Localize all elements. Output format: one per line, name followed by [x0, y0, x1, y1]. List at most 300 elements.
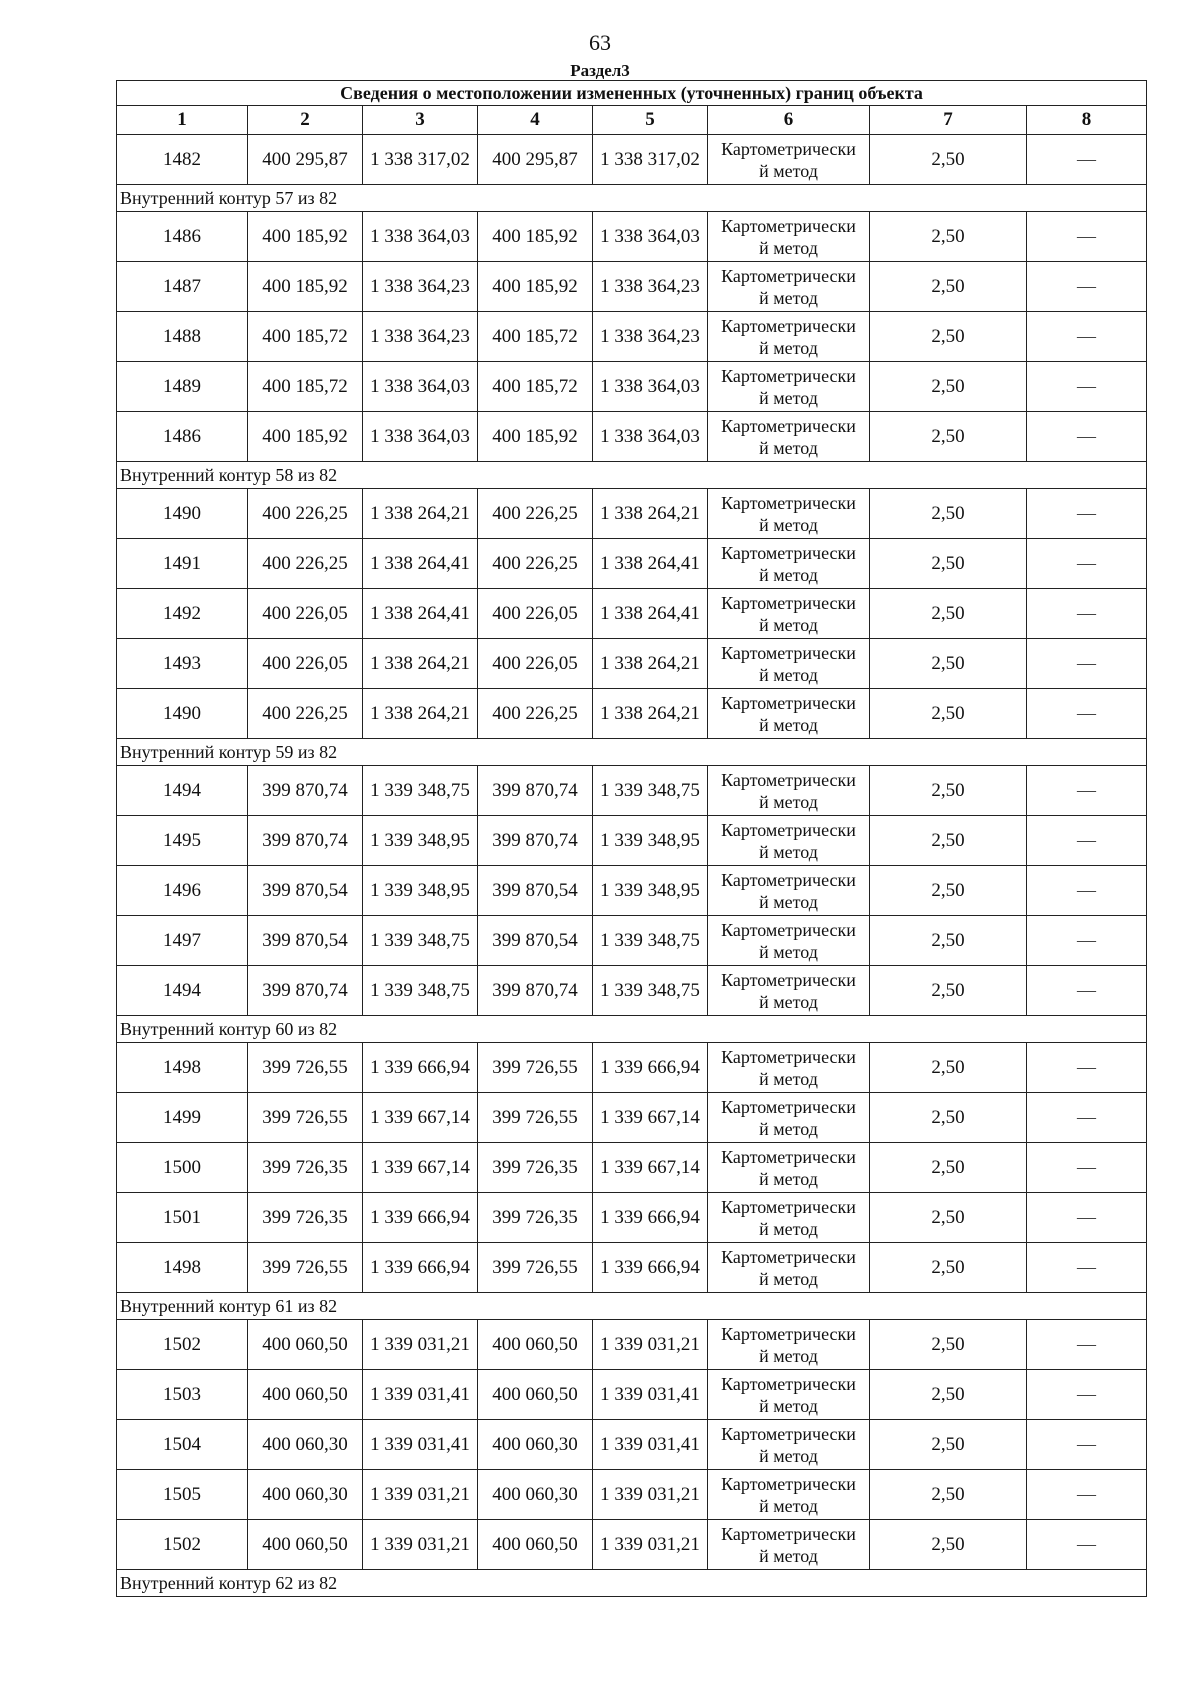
- coord-y-old-cell: 1 338 364,23: [363, 262, 478, 312]
- coord-x-new-cell: 400 060,30: [478, 1420, 593, 1470]
- method-cell: [708, 539, 870, 589]
- contour-label: Внутренний контур 58 из 82: [117, 462, 1147, 489]
- coord-y-new-cell: 1 338 317,02: [593, 135, 708, 185]
- method-line-2: й метод: [759, 1395, 818, 1416]
- coord-x-old-cell: 399 870,74: [248, 766, 363, 816]
- coord-x-old-cell: 399 726,55: [248, 1093, 363, 1143]
- coord-x-old-cell: 400 226,25: [248, 489, 363, 539]
- point-id-cell: 1494: [117, 766, 248, 816]
- method-line-2: й метод: [759, 1495, 818, 1516]
- method-line-2: й метод: [759, 1168, 818, 1189]
- coord-x-old-cell: 400 185,72: [248, 312, 363, 362]
- coord-x-new-cell: 400 226,05: [478, 639, 593, 689]
- accuracy-cell: 2,50: [870, 1243, 1027, 1293]
- column-number: 6: [708, 106, 870, 135]
- table-row: [117, 766, 1147, 816]
- coord-y-new-cell: 1 339 031,21: [593, 1470, 708, 1520]
- method-line-1: Картометрически: [721, 1423, 856, 1444]
- table-row: [117, 312, 1147, 362]
- coord-x-new-cell: 399 726,35: [478, 1143, 593, 1193]
- table-row: [117, 1470, 1147, 1520]
- table-row: [117, 1520, 1147, 1570]
- coord-x-old-cell: 400 060,50: [248, 1520, 363, 1570]
- point-id-cell: 1487: [117, 262, 248, 312]
- method-line-1: Картометрически: [721, 969, 856, 990]
- method-line-2: й метод: [759, 437, 818, 458]
- point-id-cell: 1498: [117, 1243, 248, 1293]
- contour-row: [117, 1570, 1147, 1597]
- coord-x-old-cell: 399 870,74: [248, 816, 363, 866]
- coord-x-new-cell: 400 226,25: [478, 539, 593, 589]
- point-id-cell: 1490: [117, 689, 248, 739]
- coord-y-old-cell: 1 339 348,75: [363, 916, 478, 966]
- table-row: [117, 1043, 1147, 1093]
- description-cell: —: [1027, 639, 1147, 689]
- table-row: [117, 689, 1147, 739]
- method-cell: [708, 1043, 870, 1093]
- description-cell: —: [1027, 689, 1147, 739]
- coord-y-new-cell: 1 338 264,21: [593, 689, 708, 739]
- description-cell: —: [1027, 1143, 1147, 1193]
- method-line-1: Картометрически: [721, 1096, 856, 1117]
- coord-x-old-cell: 400 226,05: [248, 589, 363, 639]
- description-cell: —: [1027, 589, 1147, 639]
- method-line-1: Картометрически: [721, 1373, 856, 1394]
- table-row: [117, 816, 1147, 866]
- table-row: [117, 639, 1147, 689]
- accuracy-cell: 2,50: [870, 212, 1027, 262]
- method-line-1: Картометрически: [721, 692, 856, 713]
- method-line-1: Картометрически: [721, 1046, 856, 1067]
- contour-row: [117, 185, 1147, 212]
- coord-y-new-cell: 1 338 264,21: [593, 489, 708, 539]
- description-cell: —: [1027, 866, 1147, 916]
- point-id-cell: 1496: [117, 866, 248, 916]
- point-id-cell: 1488: [117, 312, 248, 362]
- method-line-1: Картометрически: [721, 819, 856, 840]
- description-cell: —: [1027, 262, 1147, 312]
- contour-label: Внутренний контур 62 из 82: [117, 1570, 1147, 1597]
- accuracy-cell: 2,50: [870, 489, 1027, 539]
- description-cell: —: [1027, 135, 1147, 185]
- accuracy-cell: 2,50: [870, 1520, 1027, 1570]
- method-line-1: Картометрически: [721, 1473, 856, 1494]
- method-line-1: Картометрически: [721, 642, 856, 663]
- column-number: 2: [248, 106, 363, 135]
- point-id-cell: 1491: [117, 539, 248, 589]
- table-row: [117, 412, 1147, 462]
- table-row: [117, 1093, 1147, 1143]
- point-id-cell: 1504: [117, 1420, 248, 1470]
- description-cell: —: [1027, 489, 1147, 539]
- accuracy-cell: 2,50: [870, 1093, 1027, 1143]
- description-cell: —: [1027, 1520, 1147, 1570]
- coord-x-new-cell: 400 295,87: [478, 135, 593, 185]
- coord-y-old-cell: 1 338 364,03: [363, 212, 478, 262]
- method-line-2: й метод: [759, 237, 818, 258]
- column-number: 1: [117, 106, 248, 135]
- table-row: [117, 489, 1147, 539]
- method-cell: [708, 212, 870, 262]
- table-row: [117, 362, 1147, 412]
- table-row: [117, 1143, 1147, 1193]
- method-line-2: й метод: [759, 614, 818, 635]
- description-cell: —: [1027, 1243, 1147, 1293]
- coord-x-old-cell: 399 870,54: [248, 916, 363, 966]
- table-row: [117, 262, 1147, 312]
- coord-y-new-cell: 1 339 031,21: [593, 1320, 708, 1370]
- coord-x-new-cell: 400 185,92: [478, 212, 593, 262]
- coord-x-old-cell: 399 870,74: [248, 966, 363, 1016]
- coord-y-old-cell: 1 339 348,95: [363, 866, 478, 916]
- coord-y-old-cell: 1 338 317,02: [363, 135, 478, 185]
- method-line-2: й метод: [759, 514, 818, 535]
- coord-y-old-cell: 1 338 264,41: [363, 539, 478, 589]
- coord-y-old-cell: 1 339 667,14: [363, 1093, 478, 1143]
- coord-x-new-cell: 400 185,92: [478, 262, 593, 312]
- point-id-cell: 1501: [117, 1193, 248, 1243]
- coord-y-new-cell: 1 339 031,21: [593, 1520, 708, 1570]
- coord-y-old-cell: 1 339 348,75: [363, 766, 478, 816]
- accuracy-cell: 2,50: [870, 766, 1027, 816]
- method-line-1: Картометрически: [721, 138, 856, 159]
- coord-x-new-cell: 399 726,35: [478, 1193, 593, 1243]
- table-row: [117, 539, 1147, 589]
- coord-y-new-cell: 1 338 264,41: [593, 589, 708, 639]
- coord-x-old-cell: 399 726,55: [248, 1043, 363, 1093]
- method-line-2: й метод: [759, 891, 818, 912]
- contour-label: Внутренний контур 57 из 82: [117, 185, 1147, 212]
- accuracy-cell: 2,50: [870, 966, 1027, 1016]
- accuracy-cell: 2,50: [870, 1320, 1027, 1370]
- coord-x-new-cell: 399 870,54: [478, 866, 593, 916]
- coord-x-old-cell: 400 185,92: [248, 412, 363, 462]
- coord-x-new-cell: 399 870,54: [478, 916, 593, 966]
- contour-label: Внутренний контур 59 из 82: [117, 739, 1147, 766]
- coord-y-old-cell: 1 339 031,21: [363, 1470, 478, 1520]
- coord-x-old-cell: 399 870,54: [248, 866, 363, 916]
- coord-y-old-cell: 1 339 667,14: [363, 1143, 478, 1193]
- method-line-1: Картометрически: [721, 1323, 856, 1344]
- point-id-cell: 1505: [117, 1470, 248, 1520]
- table-row: [117, 1320, 1147, 1370]
- coord-x-old-cell: 400 060,30: [248, 1470, 363, 1520]
- coord-y-new-cell: 1 339 667,14: [593, 1143, 708, 1193]
- method-line-2: й метод: [759, 991, 818, 1012]
- coord-y-old-cell: 1 339 666,94: [363, 1243, 478, 1293]
- method-line-2: й метод: [759, 337, 818, 358]
- table-body: [117, 81, 1147, 1597]
- coord-x-new-cell: 400 185,92: [478, 412, 593, 462]
- coord-x-old-cell: 400 226,05: [248, 639, 363, 689]
- method-cell: [708, 966, 870, 1016]
- point-id-cell: 1502: [117, 1520, 248, 1570]
- coord-y-new-cell: 1 338 364,23: [593, 262, 708, 312]
- column-number: 3: [363, 106, 478, 135]
- description-cell: —: [1027, 539, 1147, 589]
- point-id-cell: 1482: [117, 135, 248, 185]
- table-row: [117, 212, 1147, 262]
- coord-y-old-cell: 1 338 264,21: [363, 689, 478, 739]
- accuracy-cell: 2,50: [870, 916, 1027, 966]
- description-cell: —: [1027, 1370, 1147, 1420]
- point-id-cell: 1486: [117, 412, 248, 462]
- coord-y-old-cell: 1 339 666,94: [363, 1043, 478, 1093]
- point-id-cell: 1492: [117, 589, 248, 639]
- method-cell: [708, 312, 870, 362]
- method-cell: [708, 916, 870, 966]
- method-cell: [708, 1143, 870, 1193]
- column-number: 7: [870, 106, 1027, 135]
- point-id-cell: 1489: [117, 362, 248, 412]
- method-line-2: й метод: [759, 841, 818, 862]
- method-cell: [708, 1370, 870, 1420]
- accuracy-cell: 2,50: [870, 412, 1027, 462]
- method-cell: [708, 589, 870, 639]
- coord-x-new-cell: 400 185,72: [478, 312, 593, 362]
- coord-y-new-cell: 1 339 666,94: [593, 1043, 708, 1093]
- method-cell: [708, 689, 870, 739]
- page-number: 63: [589, 30, 611, 55]
- method-line-2: й метод: [759, 160, 818, 181]
- coord-x-old-cell: 399 726,35: [248, 1143, 363, 1193]
- coord-y-new-cell: 1 338 264,21: [593, 639, 708, 689]
- accuracy-cell: 2,50: [870, 689, 1027, 739]
- accuracy-cell: 2,50: [870, 539, 1027, 589]
- description-cell: —: [1027, 1470, 1147, 1520]
- coord-x-new-cell: 400 060,50: [478, 1370, 593, 1420]
- method-line-2: й метод: [759, 564, 818, 585]
- coord-y-new-cell: 1 339 666,94: [593, 1193, 708, 1243]
- description-cell: —: [1027, 916, 1147, 966]
- coord-y-new-cell: 1 338 364,03: [593, 412, 708, 462]
- method-line-1: Картометрически: [721, 1246, 856, 1267]
- method-cell: [708, 489, 870, 539]
- coord-x-new-cell: 400 226,25: [478, 689, 593, 739]
- table-row: [117, 135, 1147, 185]
- coord-y-old-cell: 1 338 264,21: [363, 489, 478, 539]
- description-cell: —: [1027, 312, 1147, 362]
- method-line-1: Картометрически: [721, 592, 856, 613]
- coord-y-new-cell: 1 339 348,75: [593, 766, 708, 816]
- coord-y-old-cell: 1 338 364,03: [363, 362, 478, 412]
- coord-y-new-cell: 1 339 031,41: [593, 1370, 708, 1420]
- description-cell: —: [1027, 1043, 1147, 1093]
- table-row: [117, 866, 1147, 916]
- method-cell: [708, 1420, 870, 1470]
- method-line-2: й метод: [759, 941, 818, 962]
- description-cell: —: [1027, 816, 1147, 866]
- boundary-coordinates-table: [116, 80, 1147, 1597]
- method-line-1: Картометрически: [721, 415, 856, 436]
- accuracy-cell: 2,50: [870, 816, 1027, 866]
- coord-x-old-cell: 400 185,92: [248, 262, 363, 312]
- table-row: [117, 589, 1147, 639]
- accuracy-cell: 2,50: [870, 312, 1027, 362]
- coord-y-old-cell: 1 339 348,95: [363, 816, 478, 866]
- coord-y-new-cell: 1 339 666,94: [593, 1243, 708, 1293]
- point-id-cell: 1493: [117, 639, 248, 689]
- method-line-2: й метод: [759, 791, 818, 812]
- table-row: [117, 1193, 1147, 1243]
- method-line-2: й метод: [759, 1118, 818, 1139]
- coord-x-new-cell: 400 185,72: [478, 362, 593, 412]
- description-cell: —: [1027, 966, 1147, 1016]
- coord-y-old-cell: 1 338 264,21: [363, 639, 478, 689]
- coord-x-old-cell: 400 060,50: [248, 1320, 363, 1370]
- point-id-cell: 1503: [117, 1370, 248, 1420]
- point-id-cell: 1500: [117, 1143, 248, 1193]
- accuracy-cell: 2,50: [870, 589, 1027, 639]
- point-id-cell: 1494: [117, 966, 248, 1016]
- coord-x-new-cell: 399 726,55: [478, 1093, 593, 1143]
- description-cell: —: [1027, 766, 1147, 816]
- method-line-1: Картометрически: [721, 265, 856, 286]
- point-id-cell: 1502: [117, 1320, 248, 1370]
- coord-y-new-cell: 1 338 364,03: [593, 362, 708, 412]
- table-row: [117, 1243, 1147, 1293]
- accuracy-cell: 2,50: [870, 362, 1027, 412]
- contour-row: [117, 1293, 1147, 1320]
- point-id-cell: 1486: [117, 212, 248, 262]
- contour-label: Внутренний контур 61 из 82: [117, 1293, 1147, 1320]
- description-cell: —: [1027, 412, 1147, 462]
- coord-y-new-cell: 1 339 031,41: [593, 1420, 708, 1470]
- method-cell: [708, 816, 870, 866]
- accuracy-cell: 2,50: [870, 262, 1027, 312]
- column-number-row: [117, 106, 1147, 135]
- coord-y-old-cell: 1 338 364,03: [363, 412, 478, 462]
- coord-y-old-cell: 1 339 031,21: [363, 1520, 478, 1570]
- coord-x-old-cell: 399 726,55: [248, 1243, 363, 1293]
- coord-x-old-cell: 400 185,72: [248, 362, 363, 412]
- table-caption-row: [117, 81, 1147, 106]
- contour-row: [117, 462, 1147, 489]
- coord-x-new-cell: 399 726,55: [478, 1243, 593, 1293]
- coord-y-new-cell: 1 339 348,75: [593, 966, 708, 1016]
- description-cell: —: [1027, 362, 1147, 412]
- method-line-2: й метод: [759, 387, 818, 408]
- coord-y-new-cell: 1 339 348,95: [593, 816, 708, 866]
- contour-row: [117, 1016, 1147, 1043]
- method-cell: [708, 766, 870, 816]
- coord-y-new-cell: 1 339 348,95: [593, 866, 708, 916]
- contour-row: [117, 739, 1147, 766]
- method-line-1: Картометрически: [721, 492, 856, 513]
- method-cell: [708, 262, 870, 312]
- point-id-cell: 1495: [117, 816, 248, 866]
- method-line-2: й метод: [759, 714, 818, 735]
- coord-x-old-cell: 400 226,25: [248, 539, 363, 589]
- accuracy-cell: 2,50: [870, 1143, 1027, 1193]
- method-cell: [708, 412, 870, 462]
- coord-x-old-cell: 400 060,50: [248, 1370, 363, 1420]
- table-caption: Сведения о местоположении измененных (уточненных) границ объекта: [117, 81, 1147, 106]
- description-cell: —: [1027, 1193, 1147, 1243]
- coord-y-new-cell: 1 338 264,41: [593, 539, 708, 589]
- method-cell: [708, 1520, 870, 1570]
- table-row: [117, 916, 1147, 966]
- method-line-1: Картометрически: [721, 315, 856, 336]
- method-cell: [708, 135, 870, 185]
- method-cell: [708, 1320, 870, 1370]
- description-cell: —: [1027, 1093, 1147, 1143]
- method-cell: [708, 362, 870, 412]
- method-line-2: й метод: [759, 1068, 818, 1089]
- method-line-2: й метод: [759, 1445, 818, 1466]
- contour-label: Внутренний контур 60 из 82: [117, 1016, 1147, 1043]
- method-line-2: й метод: [759, 1268, 818, 1289]
- description-cell: —: [1027, 212, 1147, 262]
- accuracy-cell: 2,50: [870, 1470, 1027, 1520]
- coord-y-new-cell: 1 339 348,75: [593, 916, 708, 966]
- accuracy-cell: 2,50: [870, 1043, 1027, 1093]
- method-line-2: й метод: [759, 1545, 818, 1566]
- accuracy-cell: 2,50: [870, 866, 1027, 916]
- method-line-2: й метод: [759, 664, 818, 685]
- method-cell: [708, 639, 870, 689]
- accuracy-cell: 2,50: [870, 1420, 1027, 1470]
- method-line-1: Картометрически: [721, 542, 856, 563]
- coord-y-new-cell: 1 338 364,23: [593, 312, 708, 362]
- method-cell: [708, 866, 870, 916]
- coord-x-old-cell: 400 060,30: [248, 1420, 363, 1470]
- coord-x-new-cell: 400 060,50: [478, 1320, 593, 1370]
- method-line-1: Картометрически: [721, 869, 856, 890]
- table-row: [117, 1420, 1147, 1470]
- point-id-cell: 1498: [117, 1043, 248, 1093]
- method-line-1: Картометрически: [721, 215, 856, 236]
- coord-y-new-cell: 1 339 667,14: [593, 1093, 708, 1143]
- table-row: [117, 1370, 1147, 1420]
- coord-x-new-cell: 399 870,74: [478, 816, 593, 866]
- column-number: 8: [1027, 106, 1147, 135]
- column-number: 4: [478, 106, 593, 135]
- method-cell: [708, 1193, 870, 1243]
- coord-y-old-cell: 1 339 031,41: [363, 1370, 478, 1420]
- coord-y-old-cell: 1 339 031,41: [363, 1420, 478, 1470]
- coord-y-old-cell: 1 338 364,23: [363, 312, 478, 362]
- point-id-cell: 1499: [117, 1093, 248, 1143]
- method-line-1: Картометрически: [721, 1196, 856, 1217]
- coord-y-new-cell: 1 338 364,03: [593, 212, 708, 262]
- method-line-1: Картометрически: [721, 1523, 856, 1544]
- accuracy-cell: 2,50: [870, 135, 1027, 185]
- method-line-2: й метод: [759, 287, 818, 308]
- coord-y-old-cell: 1 338 264,41: [363, 589, 478, 639]
- column-number: 5: [593, 106, 708, 135]
- accuracy-cell: 2,50: [870, 1370, 1027, 1420]
- coord-y-old-cell: 1 339 666,94: [363, 1193, 478, 1243]
- method-line-1: Картометрически: [721, 919, 856, 940]
- coord-x-old-cell: 400 295,87: [248, 135, 363, 185]
- section-title: Раздел3: [570, 61, 630, 80]
- coord-x-new-cell: 400 226,05: [478, 589, 593, 639]
- method-cell: [708, 1243, 870, 1293]
- coord-x-new-cell: 400 060,30: [478, 1470, 593, 1520]
- method-line-1: Картометрически: [721, 1146, 856, 1167]
- coord-x-old-cell: 399 726,35: [248, 1193, 363, 1243]
- description-cell: —: [1027, 1320, 1147, 1370]
- coord-x-new-cell: 400 060,50: [478, 1520, 593, 1570]
- coord-x-new-cell: 399 870,74: [478, 966, 593, 1016]
- coord-x-new-cell: 399 870,74: [478, 766, 593, 816]
- coord-x-new-cell: 400 226,25: [478, 489, 593, 539]
- point-id-cell: 1497: [117, 916, 248, 966]
- accuracy-cell: 2,50: [870, 639, 1027, 689]
- description-cell: —: [1027, 1420, 1147, 1470]
- method-line-1: Картометрически: [721, 769, 856, 790]
